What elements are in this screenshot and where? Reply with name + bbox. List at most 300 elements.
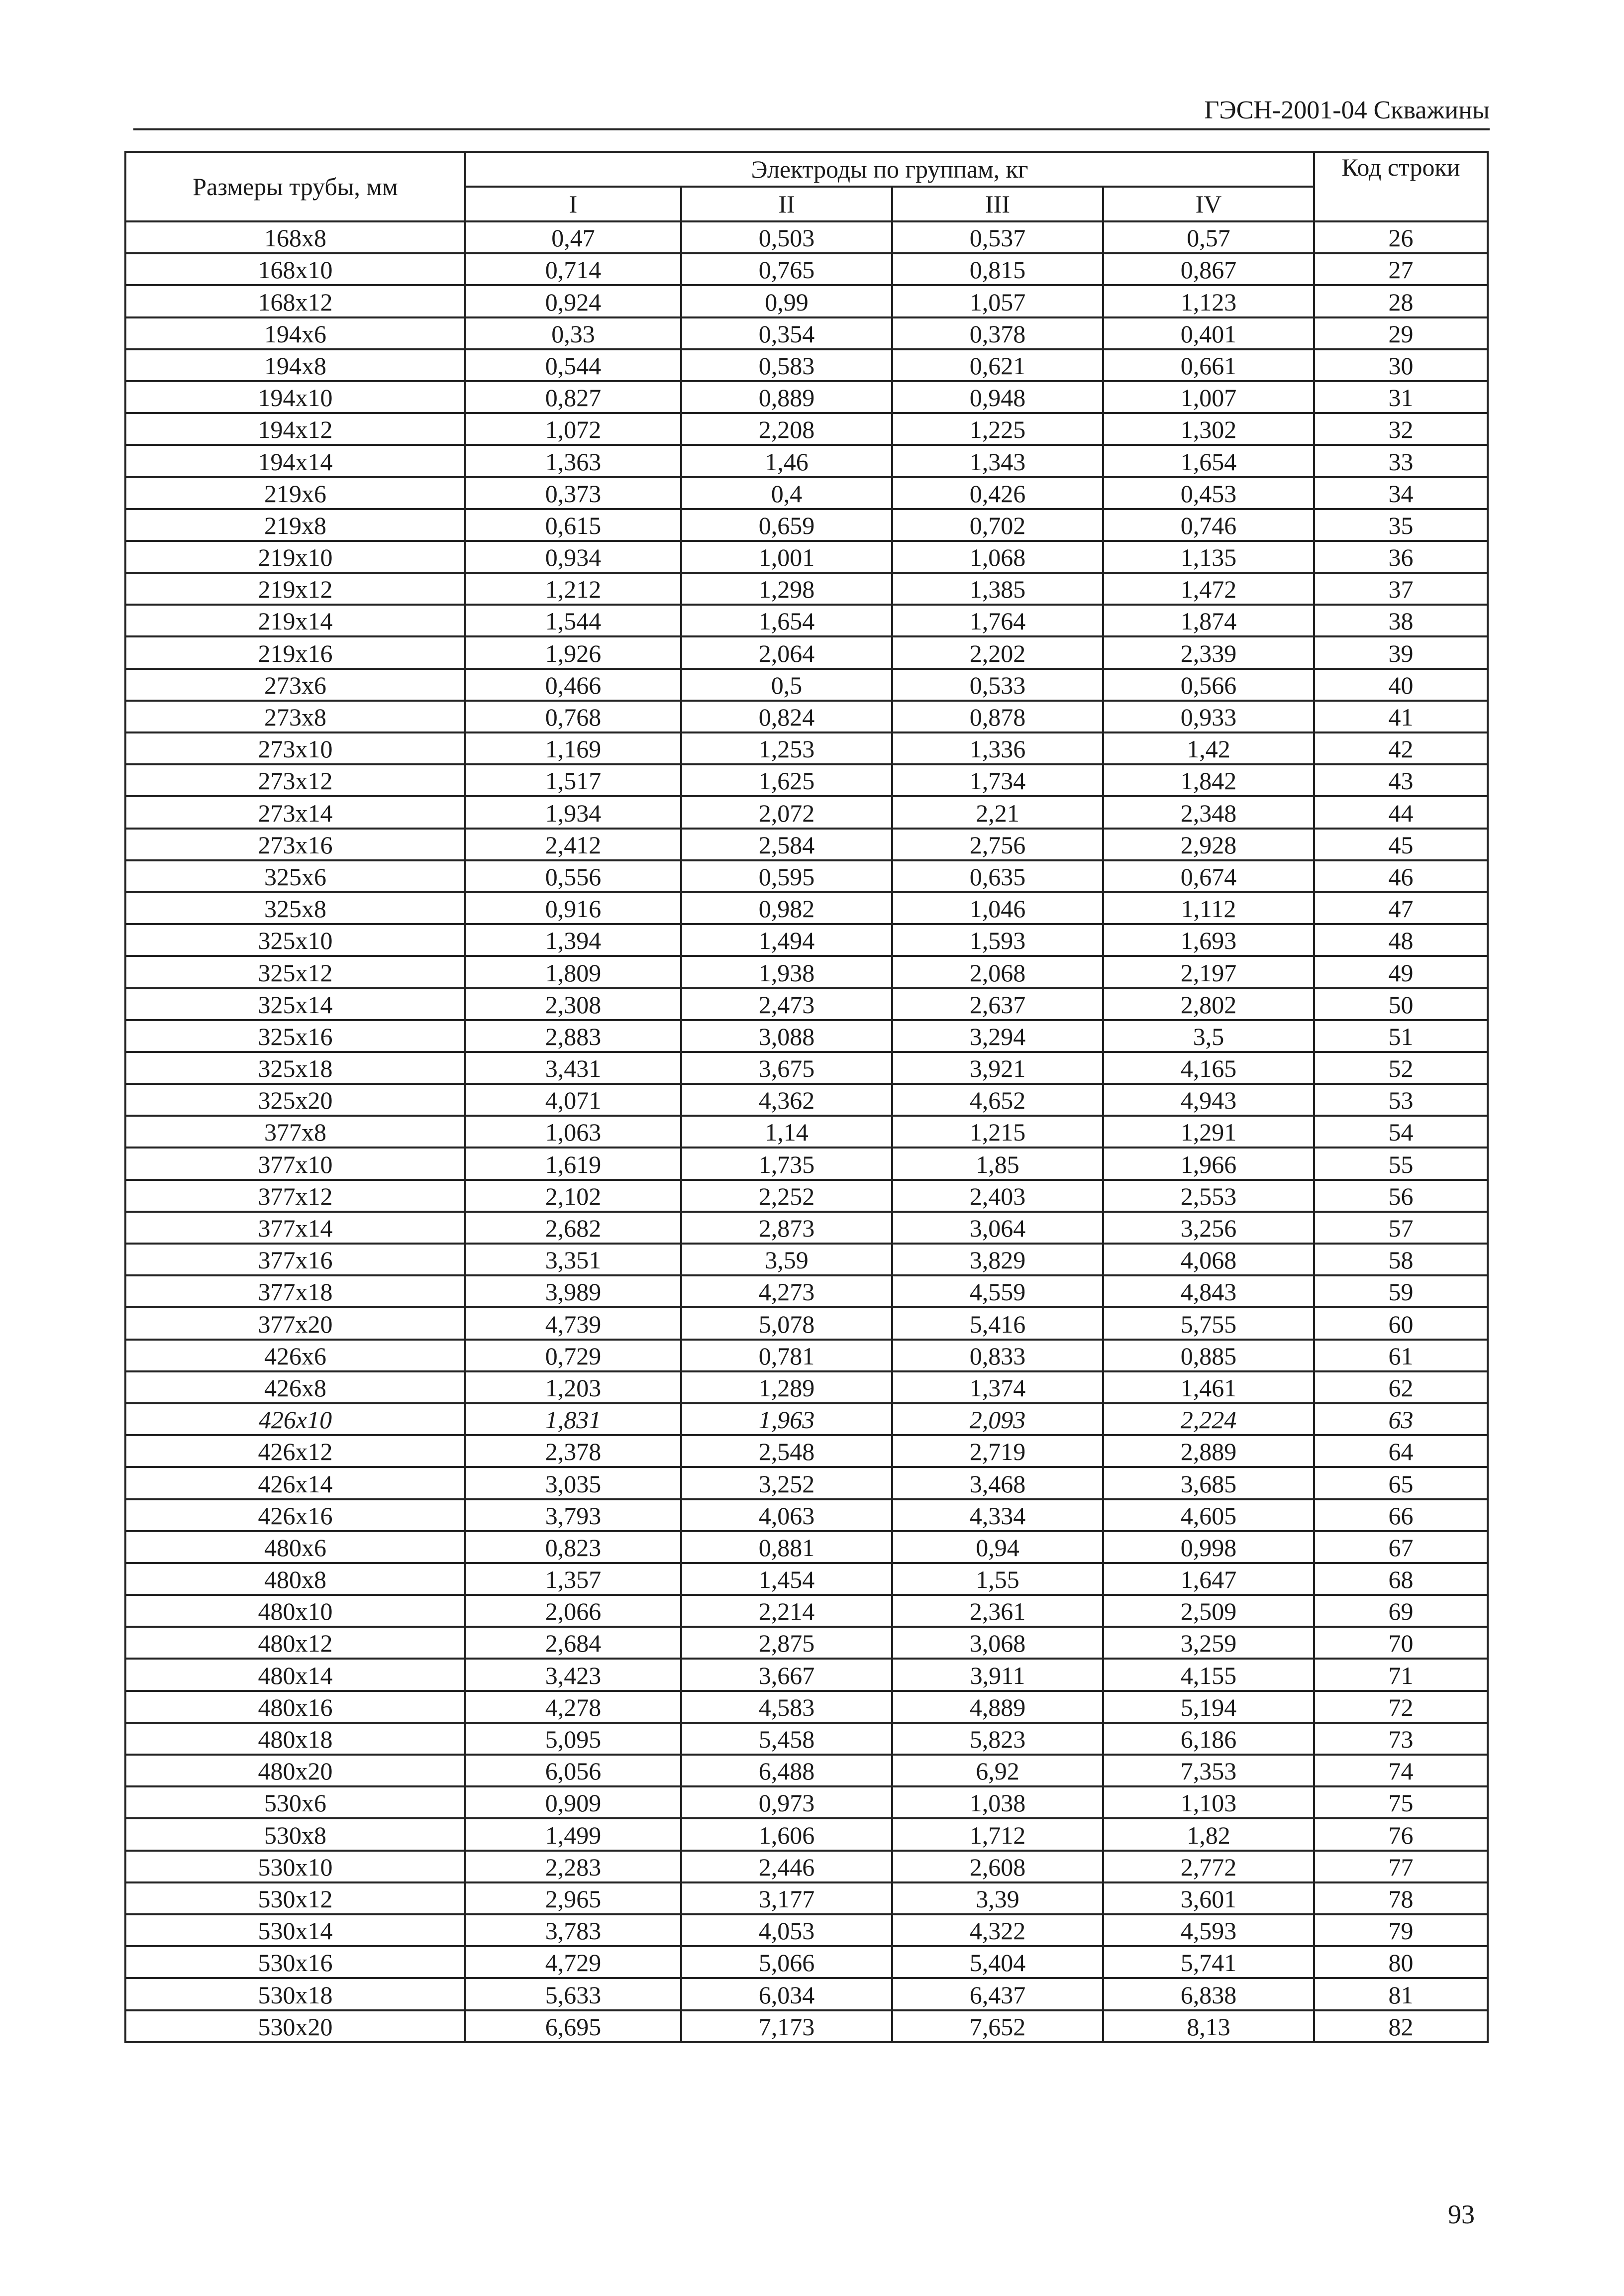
cell-group-3: 0,621 (892, 349, 1103, 381)
cell-pipe-size: 530x6 (125, 1786, 465, 1818)
cell-group-3: 0,533 (892, 669, 1103, 701)
cell-row-code: 82 (1314, 2010, 1488, 2042)
cell-group-1: 0,916 (465, 892, 681, 924)
cell-group-4: 3,259 (1103, 1627, 1314, 1659)
cell-group-3: 3,294 (892, 1020, 1103, 1052)
cell-row-code: 42 (1314, 732, 1488, 764)
cell-pipe-size: 273x6 (125, 669, 465, 701)
cell-group-4: 0,885 (1103, 1340, 1314, 1371)
cell-row-code: 64 (1314, 1435, 1488, 1467)
table-row (125, 573, 1488, 605)
cell-group-1: 0,714 (465, 253, 681, 285)
cell-group-4: 4,155 (1103, 1659, 1314, 1690)
cell-pipe-size: 194x14 (125, 445, 465, 477)
cell-group-3: 0,426 (892, 477, 1103, 509)
cell-group-1: 6,695 (465, 2010, 681, 2042)
cell-pipe-size: 377x16 (125, 1244, 465, 1275)
cell-row-code: 47 (1314, 892, 1488, 924)
cell-row-code: 26 (1314, 221, 1488, 253)
table-row (125, 541, 1488, 573)
cell-group-4: 2,889 (1103, 1435, 1314, 1467)
cell-group-3: 3,39 (892, 1882, 1103, 1914)
cell-group-4: 3,5 (1103, 1020, 1314, 1052)
cell-group-4: 3,256 (1103, 1212, 1314, 1244)
cell-pipe-size: 426x6 (125, 1340, 465, 1371)
cell-pipe-size: 480x6 (125, 1531, 465, 1563)
cell-group-3: 3,064 (892, 1212, 1103, 1244)
cell-group-3: 0,635 (892, 860, 1103, 892)
cell-group-2: 2,548 (681, 1435, 892, 1467)
cell-row-code: 55 (1314, 1148, 1488, 1179)
cell-group-2: 5,458 (681, 1723, 892, 1755)
cell-group-2: 3,675 (681, 1052, 892, 1084)
cell-pipe-size: 219x8 (125, 509, 465, 541)
cell-group-2: 0,354 (681, 317, 892, 349)
cell-group-2: 2,214 (681, 1595, 892, 1627)
table-row (125, 445, 1488, 477)
cell-group-3: 1,764 (892, 605, 1103, 636)
cell-group-1: 2,102 (465, 1180, 681, 1212)
cell-group-4: 4,605 (1103, 1499, 1314, 1531)
table-row (125, 1148, 1488, 1179)
cell-row-code: 69 (1314, 1595, 1488, 1627)
cell-row-code: 33 (1314, 445, 1488, 477)
cell-group-4: 8,13 (1103, 2010, 1314, 2042)
cell-row-code: 49 (1314, 956, 1488, 988)
cell-pipe-size: 325x20 (125, 1084, 465, 1116)
cell-group-4: 0,661 (1103, 349, 1314, 381)
table-row (125, 1403, 1488, 1435)
cell-group-1: 0,827 (465, 381, 681, 413)
table-row (125, 413, 1488, 445)
cell-group-3: 4,559 (892, 1275, 1103, 1307)
cell-row-code: 43 (1314, 764, 1488, 796)
cell-group-2: 1,625 (681, 764, 892, 796)
cell-group-4: 4,068 (1103, 1244, 1314, 1275)
cell-row-code: 51 (1314, 1020, 1488, 1052)
cell-group-3: 0,94 (892, 1531, 1103, 1563)
cell-pipe-size: 325x6 (125, 860, 465, 892)
cell-group-1: 0,934 (465, 541, 681, 573)
cell-group-4: 2,553 (1103, 1180, 1314, 1212)
cell-group-2: 1,001 (681, 541, 892, 573)
cell-group-2: 6,488 (681, 1755, 892, 1786)
cell-group-2: 2,875 (681, 1627, 892, 1659)
cell-pipe-size: 219x14 (125, 605, 465, 636)
cell-row-code: 44 (1314, 796, 1488, 828)
cell-pipe-size: 480x12 (125, 1627, 465, 1659)
cell-row-code: 81 (1314, 1978, 1488, 2010)
cell-pipe-size: 273x12 (125, 764, 465, 796)
cell-row-code: 37 (1314, 573, 1488, 605)
cell-pipe-size: 426x10 (125, 1403, 465, 1435)
cell-group-4: 4,943 (1103, 1084, 1314, 1116)
cell-group-3: 0,815 (892, 253, 1103, 285)
cell-group-1: 4,739 (465, 1307, 681, 1339)
table-row (125, 1020, 1488, 1052)
cell-group-1: 1,357 (465, 1563, 681, 1595)
cell-row-code: 45 (1314, 829, 1488, 860)
cell-group-4: 2,928 (1103, 829, 1314, 860)
cell-group-3: 2,756 (892, 829, 1103, 860)
cell-group-2: 4,362 (681, 1084, 892, 1116)
cell-group-1: 0,47 (465, 221, 681, 253)
cell-pipe-size: 194x10 (125, 381, 465, 413)
cell-pipe-size: 325x18 (125, 1052, 465, 1084)
cell-group-1: 2,883 (465, 1020, 681, 1052)
cell-group-1: 3,989 (465, 1275, 681, 1307)
cell-group-3: 0,537 (892, 221, 1103, 253)
cell-pipe-size: 168x10 (125, 253, 465, 285)
cell-row-code: 34 (1314, 477, 1488, 509)
cell-row-code: 52 (1314, 1052, 1488, 1084)
cell-group-4: 0,453 (1103, 477, 1314, 509)
cell-row-code: 35 (1314, 509, 1488, 541)
cell-group-4: 4,843 (1103, 1275, 1314, 1307)
cell-group-4: 1,842 (1103, 764, 1314, 796)
cell-group-1: 4,071 (465, 1084, 681, 1116)
column-header-group-2: II (681, 187, 892, 221)
cell-group-1: 3,793 (465, 1499, 681, 1531)
cell-group-4: 1,112 (1103, 892, 1314, 924)
cell-group-3: 3,921 (892, 1052, 1103, 1084)
cell-row-code: 63 (1314, 1403, 1488, 1435)
cell-group-3: 1,336 (892, 732, 1103, 764)
cell-group-1: 3,783 (465, 1914, 681, 1946)
cell-group-4: 0,566 (1103, 669, 1314, 701)
cell-pipe-size: 530x10 (125, 1851, 465, 1882)
cell-group-2: 0,973 (681, 1786, 892, 1818)
cell-pipe-size: 377x10 (125, 1148, 465, 1179)
cell-group-3: 3,068 (892, 1627, 1103, 1659)
cell-group-3: 2,093 (892, 1403, 1103, 1435)
cell-group-2: 0,982 (681, 892, 892, 924)
cell-group-2: 4,053 (681, 1914, 892, 1946)
cell-group-3: 3,468 (892, 1467, 1103, 1499)
cell-pipe-size: 480x16 (125, 1691, 465, 1723)
table-row (125, 1627, 1488, 1659)
cell-group-4: 0,867 (1103, 253, 1314, 285)
cell-row-code: 70 (1314, 1627, 1488, 1659)
table-row (125, 1691, 1488, 1723)
cell-group-4: 2,348 (1103, 796, 1314, 828)
cell-pipe-size: 377x20 (125, 1307, 465, 1339)
cell-pipe-size: 273x14 (125, 796, 465, 828)
cell-pipe-size: 426x14 (125, 1467, 465, 1499)
table-row (125, 1978, 1488, 2010)
table-row (125, 381, 1488, 413)
cell-group-3: 0,948 (892, 381, 1103, 413)
cell-row-code: 74 (1314, 1755, 1488, 1786)
cell-group-1: 1,212 (465, 573, 681, 605)
table-row (125, 1084, 1488, 1116)
cell-group-3: 1,225 (892, 413, 1103, 445)
cell-group-1: 2,684 (465, 1627, 681, 1659)
cell-group-2: 2,064 (681, 636, 892, 668)
table-row (125, 1755, 1488, 1786)
cell-group-3: 1,385 (892, 573, 1103, 605)
cell-pipe-size: 325x10 (125, 924, 465, 956)
table-body (125, 221, 1488, 2042)
cell-row-code: 68 (1314, 1563, 1488, 1595)
table-header-row (125, 152, 1488, 187)
cell-group-2: 5,066 (681, 1946, 892, 1978)
cell-group-2: 0,583 (681, 349, 892, 381)
column-header-group-4: IV (1103, 187, 1314, 221)
cell-group-1: 1,926 (465, 636, 681, 668)
table-row (125, 1116, 1488, 1148)
cell-group-4: 0,933 (1103, 701, 1314, 732)
cell-row-code: 58 (1314, 1244, 1488, 1275)
cell-group-4: 5,194 (1103, 1691, 1314, 1723)
table-row (125, 1723, 1488, 1755)
cell-group-3: 0,378 (892, 317, 1103, 349)
cell-group-1: 1,517 (465, 764, 681, 796)
cell-group-2: 0,503 (681, 221, 892, 253)
cell-group-4: 1,647 (1103, 1563, 1314, 1595)
cell-row-code: 65 (1314, 1467, 1488, 1499)
cell-row-code: 75 (1314, 1786, 1488, 1818)
cell-group-1: 0,544 (465, 349, 681, 381)
cell-group-1: 2,308 (465, 988, 681, 1020)
cell-group-2: 0,781 (681, 1340, 892, 1371)
cell-group-2: 1,298 (681, 573, 892, 605)
cell-group-3: 1,038 (892, 1786, 1103, 1818)
cell-group-3: 7,652 (892, 2010, 1103, 2042)
cell-group-2: 1,289 (681, 1371, 892, 1403)
cell-pipe-size: 530x14 (125, 1914, 465, 1946)
table-row (125, 924, 1488, 956)
column-header-row-code: Код строки (1314, 152, 1488, 221)
table-row (125, 1275, 1488, 1307)
table-row (125, 253, 1488, 285)
cell-group-3: 4,322 (892, 1914, 1103, 1946)
cell-group-1: 2,682 (465, 1212, 681, 1244)
table-row (125, 1340, 1488, 1371)
cell-pipe-size: 194x6 (125, 317, 465, 349)
cell-row-code: 50 (1314, 988, 1488, 1020)
table-row (125, 1467, 1488, 1499)
cell-group-2: 1,606 (681, 1818, 892, 1850)
cell-row-code: 79 (1314, 1914, 1488, 1946)
cell-group-3: 2,637 (892, 988, 1103, 1020)
column-header-group-3: III (892, 187, 1103, 221)
cell-pipe-size: 273x8 (125, 701, 465, 732)
cell-group-3: 1,046 (892, 892, 1103, 924)
cell-group-1: 2,066 (465, 1595, 681, 1627)
cell-group-1: 1,063 (465, 1116, 681, 1148)
cell-group-1: 5,095 (465, 1723, 681, 1755)
table-row (125, 1307, 1488, 1339)
cell-group-1: 1,363 (465, 445, 681, 477)
cell-group-4: 6,838 (1103, 1978, 1314, 2010)
table-row (125, 1371, 1488, 1403)
cell-group-1: 1,394 (465, 924, 681, 956)
cell-row-code: 59 (1314, 1275, 1488, 1307)
cell-group-1: 3,431 (465, 1052, 681, 1084)
cell-group-4: 1,874 (1103, 605, 1314, 636)
table-row (125, 796, 1488, 828)
cell-group-1: 1,544 (465, 605, 681, 636)
cell-group-4: 2,224 (1103, 1403, 1314, 1435)
cell-group-4: 1,654 (1103, 445, 1314, 477)
cell-pipe-size: 325x16 (125, 1020, 465, 1052)
cell-group-1: 0,33 (465, 317, 681, 349)
cell-pipe-size: 273x16 (125, 829, 465, 860)
cell-group-2: 3,252 (681, 1467, 892, 1499)
table-row (125, 956, 1488, 988)
cell-group-4: 6,186 (1103, 1723, 1314, 1755)
table-row (125, 1946, 1488, 1978)
cell-group-3: 1,068 (892, 541, 1103, 573)
column-header-electrodes-group: Электроды по группам, кг (465, 152, 1314, 187)
page-header (133, 93, 1490, 130)
cell-group-3: 2,403 (892, 1180, 1103, 1212)
cell-group-1: 2,378 (465, 1435, 681, 1467)
cell-row-code: 40 (1314, 669, 1488, 701)
cell-group-2: 2,584 (681, 829, 892, 860)
cell-group-4: 1,302 (1103, 413, 1314, 445)
cell-group-1: 0,924 (465, 285, 681, 317)
page-number: 93 (1448, 2199, 1475, 2229)
cell-group-2: 4,583 (681, 1691, 892, 1723)
cell-row-code: 27 (1314, 253, 1488, 285)
cell-group-3: 1,712 (892, 1818, 1103, 1850)
cell-group-1: 4,278 (465, 1691, 681, 1723)
cell-group-3: 5,404 (892, 1946, 1103, 1978)
table-row (125, 1244, 1488, 1275)
cell-group-3: 2,202 (892, 636, 1103, 668)
cell-pipe-size: 426x16 (125, 1499, 465, 1531)
cell-group-1: 2,412 (465, 829, 681, 860)
cell-group-1: 0,909 (465, 1786, 681, 1818)
cell-group-1: 5,633 (465, 1978, 681, 2010)
cell-group-3: 1,215 (892, 1116, 1103, 1148)
cell-group-2: 3,59 (681, 1244, 892, 1275)
cell-group-2: 3,088 (681, 1020, 892, 1052)
cell-group-1: 0,615 (465, 509, 681, 541)
cell-group-1: 0,768 (465, 701, 681, 732)
cell-group-2: 0,4 (681, 477, 892, 509)
cell-row-code: 38 (1314, 605, 1488, 636)
cell-pipe-size: 168x12 (125, 285, 465, 317)
table-row (125, 1851, 1488, 1882)
table-row (125, 764, 1488, 796)
table-row (125, 2010, 1488, 2042)
table-row (125, 605, 1488, 636)
cell-group-3: 4,334 (892, 1499, 1103, 1531)
cell-pipe-size: 480x20 (125, 1755, 465, 1786)
cell-group-2: 2,208 (681, 413, 892, 445)
column-header-group-1: I (465, 187, 681, 221)
cell-row-code: 62 (1314, 1371, 1488, 1403)
electrodes-table (124, 151, 1489, 2043)
cell-group-4: 2,772 (1103, 1851, 1314, 1882)
cell-group-3: 3,911 (892, 1659, 1103, 1690)
cell-group-3: 6,92 (892, 1755, 1103, 1786)
cell-group-2: 2,072 (681, 796, 892, 828)
cell-group-3: 1,55 (892, 1563, 1103, 1595)
cell-group-1: 1,831 (465, 1403, 681, 1435)
cell-pipe-size: 219x16 (125, 636, 465, 668)
cell-group-2: 0,659 (681, 509, 892, 541)
cell-row-code: 53 (1314, 1084, 1488, 1116)
cell-group-2: 0,595 (681, 860, 892, 892)
cell-group-2: 1,253 (681, 732, 892, 764)
cell-row-code: 77 (1314, 1851, 1488, 1882)
cell-pipe-size: 530x20 (125, 2010, 465, 2042)
cell-group-1: 3,351 (465, 1244, 681, 1275)
cell-group-2: 1,14 (681, 1116, 892, 1148)
cell-group-2: 5,078 (681, 1307, 892, 1339)
cell-group-3: 0,833 (892, 1340, 1103, 1371)
cell-pipe-size: 530x12 (125, 1882, 465, 1914)
cell-row-code: 46 (1314, 860, 1488, 892)
cell-group-4: 3,601 (1103, 1882, 1314, 1914)
cell-row-code: 76 (1314, 1818, 1488, 1850)
cell-group-4: 1,461 (1103, 1371, 1314, 1403)
cell-row-code: 60 (1314, 1307, 1488, 1339)
cell-pipe-size: 530x8 (125, 1818, 465, 1850)
table-row (125, 1531, 1488, 1563)
cell-pipe-size: 325x12 (125, 956, 465, 988)
cell-group-4: 4,593 (1103, 1914, 1314, 1946)
cell-pipe-size: 530x16 (125, 1946, 465, 1978)
cell-group-4: 0,674 (1103, 860, 1314, 892)
cell-group-4: 0,401 (1103, 317, 1314, 349)
cell-pipe-size: 194x8 (125, 349, 465, 381)
document-title: ГЭСН-2001-04 Скважины (1204, 96, 1490, 124)
cell-group-2: 2,446 (681, 1851, 892, 1882)
cell-group-2: 2,473 (681, 988, 892, 1020)
cell-group-1: 3,035 (465, 1467, 681, 1499)
cell-group-2: 1,494 (681, 924, 892, 956)
cell-group-4: 1,103 (1103, 1786, 1314, 1818)
cell-group-3: 3,829 (892, 1244, 1103, 1275)
cell-row-code: 31 (1314, 381, 1488, 413)
cell-group-1: 3,423 (465, 1659, 681, 1690)
cell-group-1: 1,072 (465, 413, 681, 445)
cell-row-code: 54 (1314, 1116, 1488, 1148)
table-row (125, 1212, 1488, 1244)
cell-group-3: 4,889 (892, 1691, 1103, 1723)
cell-row-code: 56 (1314, 1180, 1488, 1212)
cell-group-4: 1,135 (1103, 541, 1314, 573)
cell-group-3: 2,361 (892, 1595, 1103, 1627)
cell-row-code: 39 (1314, 636, 1488, 668)
cell-group-2: 3,177 (681, 1882, 892, 1914)
cell-row-code: 36 (1314, 541, 1488, 573)
table-row (125, 988, 1488, 1020)
cell-group-3: 0,702 (892, 509, 1103, 541)
cell-group-3: 1,85 (892, 1148, 1103, 1179)
cell-group-4: 0,998 (1103, 1531, 1314, 1563)
table-row (125, 477, 1488, 509)
table-row (125, 1052, 1488, 1084)
cell-group-1: 1,809 (465, 956, 681, 988)
table-row (125, 285, 1488, 317)
cell-group-2: 1,938 (681, 956, 892, 988)
cell-group-1: 1,499 (465, 1818, 681, 1850)
cell-group-4: 0,57 (1103, 221, 1314, 253)
cell-group-1: 0,373 (465, 477, 681, 509)
cell-pipe-size: 377x8 (125, 1116, 465, 1148)
cell-group-2: 0,889 (681, 381, 892, 413)
table-row (125, 1818, 1488, 1850)
cell-row-code: 78 (1314, 1882, 1488, 1914)
table-row (125, 1563, 1488, 1595)
cell-row-code: 67 (1314, 1531, 1488, 1563)
